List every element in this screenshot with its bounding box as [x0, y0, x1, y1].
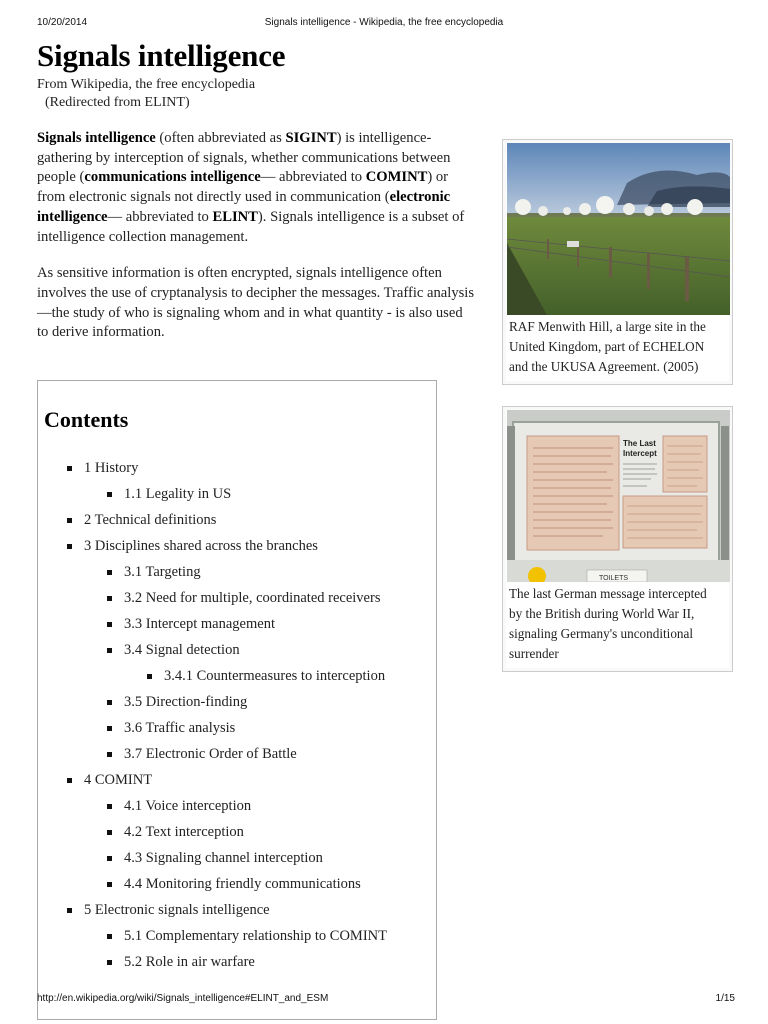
bullet-icon — [107, 570, 112, 575]
toc-link[interactable]: 1 History — [84, 460, 139, 476]
caption-line: by the British during World War II, — [509, 606, 695, 621]
toc-link[interactable]: 3.4.1 Countermeasures to interception — [164, 668, 386, 684]
bullet-icon — [107, 492, 112, 497]
bold-term: Signals intelligence — [37, 130, 156, 146]
toc-entry[interactable] — [38, 897, 438, 923]
figure-last-intercept — [502, 406, 733, 672]
figure-caption — [509, 584, 707, 664]
article-title: Signals intelligence — [37, 38, 286, 73]
bullet-icon — [107, 596, 112, 601]
redirect-note: (Redirected from ELINT) — [45, 95, 190, 110]
toc-entry[interactable] — [38, 455, 438, 481]
toilets-sign: TOILETS — [599, 575, 629, 582]
bullet-icon — [107, 934, 112, 939]
print-url[interactable]: http://en.wikipedia.org/wiki/Signals_intelligence#ELINT_and_ESM — [37, 993, 329, 1004]
site-tagline: From Wikipedia, the free encyclopedia — [37, 77, 256, 92]
bold-term: SIGINT — [285, 130, 337, 146]
intro-text: — abbreviated to — [260, 169, 366, 186]
bullet-icon — [67, 908, 72, 913]
intro-text: ) or from electronic signals not directly used in communication ( — [37, 169, 449, 206]
toc-entry[interactable] — [38, 611, 438, 637]
bullet-icon — [67, 518, 72, 523]
print-date: 10/20/2014 — [37, 17, 88, 28]
sign-title-line-2: Intercept — [623, 449, 657, 458]
bullet-icon — [107, 648, 112, 653]
toc-link[interactable]: 3.6 Traffic analysis — [124, 720, 236, 736]
intro-text: ). Signals intelligence is a subset of intelligence collection management. — [37, 208, 465, 245]
caption-line: signaling Germany's unconditional — [509, 626, 694, 641]
toc-entry[interactable] — [38, 663, 438, 689]
toc-link[interactable]: 3.2 Need for multiple, coordinated receivers — [124, 590, 381, 606]
toc-link[interactable]: 5.2 Role in air warfare — [124, 954, 255, 970]
toc-link[interactable]: 3.5 Direction-finding — [124, 694, 248, 710]
bullet-icon — [147, 674, 152, 679]
caption-line: surrender — [509, 646, 559, 661]
bold-term: electronic intelligence — [37, 189, 451, 225]
toc-link[interactable]: 3 Disciplines shared across the branches — [84, 538, 318, 554]
bullet-icon — [107, 622, 112, 627]
bullet-icon — [107, 726, 112, 731]
bullet-icon — [107, 960, 112, 965]
bullet-icon — [107, 700, 112, 705]
bold-term: COMINT — [365, 169, 428, 186]
toc-link[interactable]: 4.4 Monitoring friendly communications — [124, 876, 361, 892]
bullet-icon — [67, 466, 72, 471]
toc-link[interactable]: 3.3 Intercept management — [124, 616, 275, 632]
toc-link[interactable]: 3.1 Targeting — [124, 564, 201, 580]
toc-link[interactable]: 5.1 Complementary relationship to COMINT — [124, 928, 387, 944]
toc-link[interactable]: 4.2 Text interception — [124, 824, 244, 840]
toc-entry[interactable] — [38, 689, 438, 715]
toc-entry[interactable] — [38, 923, 438, 949]
figure-caption — [509, 317, 706, 377]
bullet-icon — [67, 544, 72, 549]
figure-menwith-hill — [502, 139, 733, 385]
bullet-icon — [67, 778, 72, 783]
toc-link[interactable]: 5 Electronic signals intelligence — [84, 902, 270, 918]
bold-term: communications intelligence — [84, 169, 261, 186]
toc-list — [38, 455, 438, 975]
intro-paragraph-2: As sensitive information is often encrypted, signals intelligence often involves the use of cryptanalysis to decipher the messages. Traffic analysis—the study of who is signaling whom and in what quantity - is also used to derive information. — [37, 265, 475, 341]
toc-entry[interactable] — [38, 949, 438, 975]
bullet-icon — [107, 804, 112, 809]
last-intercept-photo[interactable] — [507, 410, 730, 582]
bullet-icon — [107, 752, 112, 757]
intro-text: — abbreviated to — [107, 208, 213, 225]
toc-entry[interactable] — [38, 741, 438, 767]
toc-entry[interactable] — [38, 715, 438, 741]
toc-entry[interactable] — [38, 507, 438, 533]
intro-paragraph-1 — [37, 129, 477, 247]
bullet-icon — [107, 856, 112, 861]
toc-entry[interactable] — [38, 845, 438, 871]
print-header — [0, 17, 768, 31]
toc-title: Contents — [44, 407, 129, 432]
toc-link[interactable]: 3.4 Signal detection — [124, 642, 240, 658]
menwith-hill-photo[interactable] — [507, 143, 730, 315]
toc-entry[interactable] — [38, 533, 438, 559]
caption-line: RAF Menwith Hill, a large site in the — [509, 319, 706, 334]
table-of-contents — [37, 380, 437, 1020]
intro-text: (often abbreviated as — [155, 130, 286, 146]
intro-text: ) is intelligence-gathering by interception of signals, whether communications between people ( — [37, 130, 451, 186]
sign-title-line-1: The Last — [623, 439, 656, 448]
bold-term: ELINT — [212, 208, 258, 225]
toc-entry[interactable] — [38, 871, 438, 897]
toc-entry[interactable] — [38, 819, 438, 845]
caption-line: The last German message intercepted — [509, 586, 707, 601]
toc-entry[interactable] — [38, 793, 438, 819]
caption-line: and the UKUSA Agreement. (2005) — [509, 359, 699, 374]
toc-entry[interactable] — [38, 585, 438, 611]
toc-link[interactable]: 2 Technical definitions — [84, 512, 217, 528]
print-footer — [0, 993, 768, 1007]
article-intro — [37, 129, 477, 360]
toc-link[interactable]: 4.3 Signaling channel interception — [124, 850, 323, 866]
caption-line: United Kingdom, part of ECHELON — [509, 339, 705, 354]
toc-link[interactable]: 4.1 Voice interception — [124, 798, 252, 814]
print-page-title: Signals intelligence - Wikipedia, the free encyclopedia — [264, 17, 504, 28]
bullet-icon — [107, 882, 112, 887]
toc-link[interactable]: 3.7 Electronic Order of Battle — [124, 746, 297, 762]
bullet-icon — [107, 830, 112, 835]
page-number: 1/15 — [715, 993, 735, 1004]
toc-entry[interactable] — [38, 481, 438, 507]
toc-link[interactable]: 1.1 Legality in US — [124, 486, 232, 502]
toc-link[interactable]: 4 COMINT — [84, 772, 153, 788]
toc-entry[interactable] — [38, 767, 438, 793]
toc-entry[interactable] — [38, 559, 438, 585]
toc-entry[interactable] — [38, 637, 438, 663]
